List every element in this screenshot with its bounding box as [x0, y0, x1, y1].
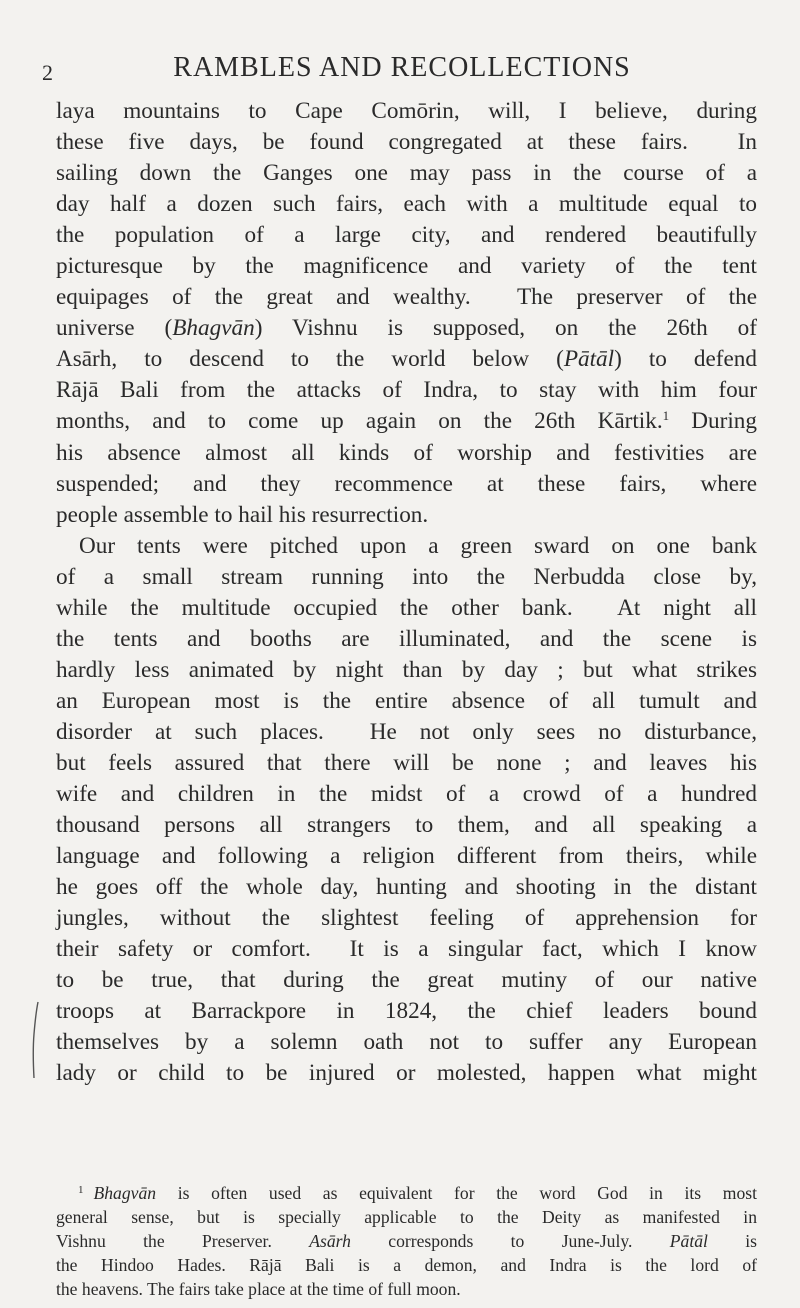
- text-segment: suspended; and they recommence at these fairs, where: [56, 470, 757, 497]
- text-line: [56, 748, 757, 779]
- italic-term: Bhagvān: [93, 1183, 157, 1203]
- text-line: [56, 779, 757, 810]
- text-line: [56, 127, 757, 158]
- text-line: [56, 500, 757, 531]
- text-segment: corresponds to June-July.: [350, 1231, 670, 1251]
- text-line: [56, 1058, 757, 1089]
- text-line: [56, 996, 757, 1027]
- footnote-line: [56, 1277, 757, 1301]
- text-line: [56, 686, 757, 717]
- text-segment: he goes off the whole day, hunting and shooting in the distant: [56, 874, 757, 901]
- text-line: [56, 841, 757, 872]
- text-segment: universe (: [56, 315, 173, 342]
- text-segment: ) to defend: [614, 346, 757, 373]
- text-line: [56, 872, 757, 903]
- text-segment: but feels assured that there will be none ; and leaves his: [56, 749, 757, 776]
- text-line: [56, 438, 757, 469]
- text-segment: Asārh, to descend to the world below (: [56, 346, 564, 373]
- text-line: [56, 810, 757, 841]
- text-segment: is: [707, 1231, 758, 1251]
- text-segment: disorder at such places. He not only sees no disturbance,: [56, 718, 757, 745]
- text-segment: is often used as equivalent for the word God in its most: [156, 1183, 757, 1203]
- footnote-line: [56, 1229, 757, 1253]
- footnote-line: [56, 1181, 757, 1205]
- text-segment: sailing down the Ganges one may pass in the course of a: [56, 160, 757, 187]
- text-line: [56, 934, 757, 965]
- page-header: [42, 52, 762, 92]
- text-line: [56, 406, 757, 437]
- footnote-marker: 1: [78, 1184, 84, 1196]
- text-line: [56, 220, 757, 251]
- text-line: [56, 717, 757, 748]
- text-segment: During: [669, 408, 757, 435]
- footnote-line: [56, 1205, 757, 1229]
- text-line: [56, 375, 757, 406]
- text-segment: the Hindoo Hades. Rājā Bali is a demon, and Indra is the lord of: [56, 1255, 757, 1275]
- text-line: [56, 965, 757, 996]
- text-line: [56, 593, 757, 624]
- text-line: [56, 655, 757, 686]
- text-line: [56, 189, 757, 220]
- text-segment: wife and children in the midst of a crowd of a hundred: [56, 781, 757, 808]
- text-segment: Vishnu the Preserver.: [56, 1231, 310, 1251]
- page-number: 2: [42, 60, 53, 85]
- text-segment: Rājā Bali from the attacks of Indra, to stay with him four: [56, 377, 757, 404]
- body-text: [56, 96, 757, 1090]
- text-segment: the heavens. The fairs take place at the time of full moon.: [56, 1279, 461, 1299]
- footnotes: [56, 1181, 757, 1301]
- text-line: [56, 531, 757, 562]
- text-segment: Our tents were pitched upon a green sward on one bank: [79, 532, 757, 559]
- text-segment: months, and to come up again on the 26th Kārtik.: [56, 408, 663, 435]
- text-segment: laya mountains to Cape Comōrin, will, I believe, during: [56, 98, 757, 124]
- text-segment: hardly less animated by night than by day ; but what strikes: [56, 656, 757, 683]
- italic-term: Bhagvān: [172, 315, 255, 342]
- text-line: [56, 469, 757, 500]
- footnote-reference: 1: [662, 408, 670, 424]
- text-segment: day half a dozen such fairs, each with a multitude equal to: [56, 191, 757, 218]
- italic-term: Pātāl: [563, 346, 615, 373]
- text-line: [56, 1027, 757, 1058]
- text-segment: while the multitude occupied the other bank. At night all: [56, 594, 757, 621]
- text-line: [56, 624, 757, 655]
- text-segment: these five days, be found congregated at these fairs. In: [56, 129, 757, 156]
- text-segment: jungles, without the slightest feeling of apprehension for: [56, 905, 757, 932]
- text-segment: equipages of the great and wealthy. The preserver of the: [56, 284, 757, 311]
- text-line: [56, 282, 757, 313]
- footnote-line: [56, 1253, 757, 1277]
- text-line: [56, 96, 757, 127]
- text-segment: an European most is the entire absence of all tumult and: [56, 687, 757, 714]
- italic-term: Asārh: [309, 1231, 351, 1251]
- text-segment: to be true, that during the great mutiny of our native: [56, 967, 757, 994]
- text-line: [56, 158, 757, 189]
- text-segment: people assemble to hail his resurrection.: [56, 501, 429, 528]
- text-segment: picturesque by the magnificence and variety of the tent: [56, 253, 757, 280]
- text-segment: the population of a large city, and rendered beautifully: [56, 222, 757, 249]
- text-line: [56, 313, 757, 344]
- margin-pencil-mark: [32, 1000, 40, 1080]
- text-segment: of a small stream running into the Nerbudda close by,: [56, 563, 757, 590]
- text-segment: their safety or comfort. It is a singular fact, which I know: [56, 936, 757, 963]
- text-line: [56, 251, 757, 282]
- text-segment: themselves by a solemn oath not to suffer any European: [56, 1029, 757, 1056]
- text-segment: general sense, but is specially applicable to the Deity as manifested in: [56, 1207, 757, 1227]
- text-segment: lady or child to be injured or molested, happen what might: [56, 1060, 757, 1087]
- text-line: [56, 344, 757, 375]
- text-segment: the tents and booths are illuminated, and the scene is: [56, 625, 757, 652]
- text-segment: language and following a religion different from theirs, while: [56, 843, 757, 870]
- text-line: [56, 562, 757, 593]
- text-line: [56, 903, 757, 934]
- text-segment: ) Vishnu is supposed, on the 26th of: [254, 315, 757, 342]
- text-segment: his absence almost all kinds of worship and festivities are: [56, 439, 757, 466]
- text-segment: thousand persons all strangers to them, and all speaking a: [56, 812, 757, 839]
- running-title: RAMBLES AND RECOLLECTIONS: [173, 52, 631, 83]
- text-segment: troops at Barrackpore in 1824, the chief leaders bound: [56, 998, 757, 1025]
- italic-term: Pātāl: [669, 1231, 708, 1251]
